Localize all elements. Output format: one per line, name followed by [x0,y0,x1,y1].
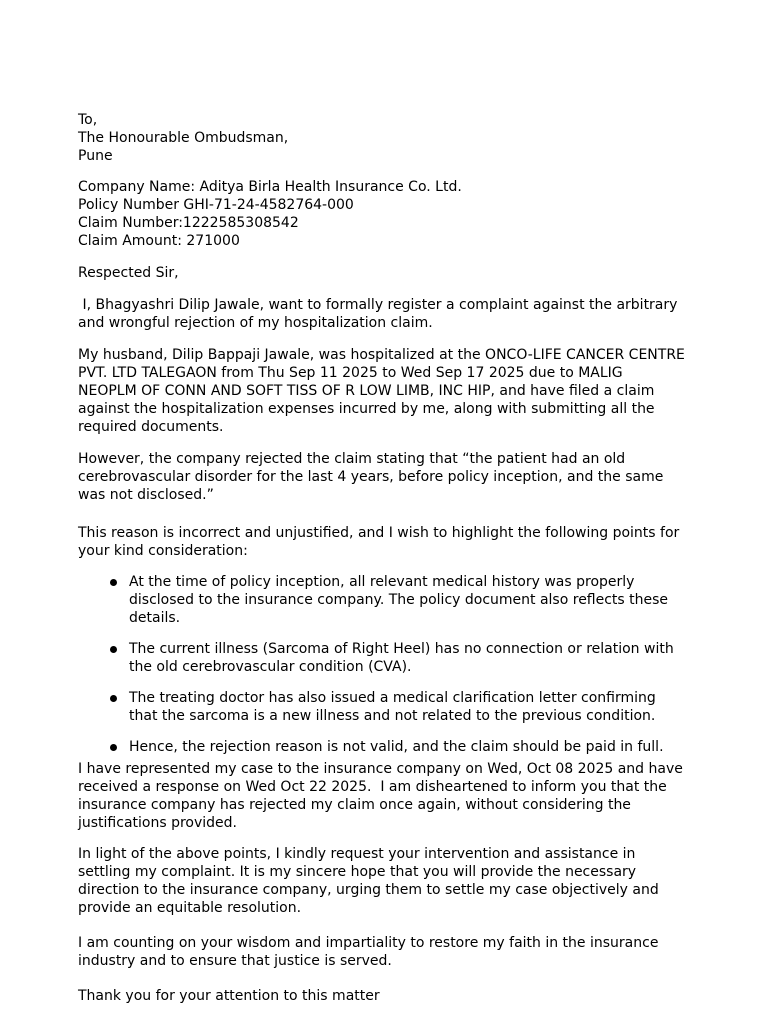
reason-paragraph [78,524,708,560]
hospitalization-paragraph [78,346,708,436]
counting-paragraph [78,934,708,970]
represented-paragraph [78,760,708,832]
point-line: At the time of policy inception, all relevant medical history was properly [129,574,635,590]
bullet-icon [110,579,117,586]
paragraph-line: PVT. LTD TALEGAON from Thu Sep 11 2025 to Wed Sep 17 2025 due to MALIG [78,365,623,381]
paragraph-line: your kind consideration: [78,543,248,559]
request-paragraph [78,845,708,917]
intro-paragraph [78,296,708,332]
list-item [78,738,708,756]
bullet-icon [110,744,117,751]
address-city: Pune [78,148,113,164]
paragraph-line: direction to the insurance company, urging them to settle my case objectively and [78,882,659,898]
paragraph-line: I have represented my case to the insurance company on Wed, Oct 08 2025 and have [78,761,683,777]
claim-details [78,178,708,250]
paragraph-line: was not disclosed.” [78,487,214,503]
paragraph-line: However, the company rejected the claim stating that “the patient had an old [78,451,626,467]
paragraph-line: This reason is incorrect and unjustified, and I wish to highlight the following points for [78,525,680,541]
point-line: disclosed to the insurance company. The policy document also reflects these [129,592,669,608]
paragraph-line: settling my complaint. It is my sincere hope that you will provide the necessary [78,864,637,880]
list-item [78,573,708,627]
thanks-paragraph [78,987,708,1005]
claim-number: Claim Number:1222585308542 [78,215,299,231]
paragraph-line: NEOPLM OF CONN AND SOFT TISS OF R LOW LIMB, INC HIP, and have filed a claim [78,383,655,399]
paragraph-line: Thank you for your attention to this matter [78,988,380,1004]
list-item [78,640,708,676]
company-name: Company Name: Aditya Birla Health Insurance Co. Ltd. [78,179,462,195]
point-line: that the sarcoma is a new illness and not related to the previous condition. [129,708,656,724]
point-line: the old cerebrovascular condition (CVA). [129,659,412,675]
paragraph-line: In light of the above points, I kindly request your intervention and assistance in [78,846,636,862]
paragraph-line: required documents. [78,419,224,435]
paragraph-line: industry and to ensure that justice is served. [78,953,392,969]
point-line: Hence, the rejection reason is not valid, and the claim should be paid in full. [129,739,664,755]
policy-number: Policy Number GHI-71-24-4582764-000 [78,197,354,213]
paragraph-line: insurance company has rejected my claim once again, without considering the [78,797,631,813]
address-recipient: The Honourable Ombudsman, [78,130,289,146]
bullet-icon [110,695,117,702]
list-item [78,689,708,725]
justification-points [78,573,708,756]
paragraph-line: cerebrovascular disorder for the last 4 years, before policy inception, and the same [78,469,664,485]
point-line: The current illness (Sarcoma of Right Heel) has no connection or relation with [129,641,674,657]
paragraph-line: I am counting on your wisdom and impartiality to restore my faith in the insurance [78,935,659,951]
salutation-text: Respected Sir, [78,265,179,281]
point-line: The treating doctor has also issued a medical clarification letter confirming [129,690,656,706]
paragraph-line: and wrongful rejection of my hospitalization claim. [78,315,433,331]
rejection-paragraph [78,450,708,504]
recipient-address [78,111,708,165]
paragraph-line: received a response on Wed Oct 22 2025. I am disheartened to inform you that the [78,779,667,795]
bullet-icon [110,646,117,653]
complaint-letter [78,111,708,1005]
paragraph-line: My husband, Dilip Bappaji Jawale, was hospitalized at the ONCO-LIFE CANCER CENTRE [78,347,685,363]
paragraph-line: justifications provided. [78,815,238,831]
point-line: details. [129,610,181,626]
paragraph-line: against the hospitalization expenses incurred by me, along with submitting all the [78,401,655,417]
salutation [78,264,708,282]
paragraph-line: provide an equitable resolution. [78,900,302,916]
claim-amount: Claim Amount: 271000 [78,233,240,249]
address-to: To, [78,112,98,128]
paragraph-line: I, Bhagyashri Dilip Jawale, want to formally register a complaint against the arbitrary [78,297,678,313]
